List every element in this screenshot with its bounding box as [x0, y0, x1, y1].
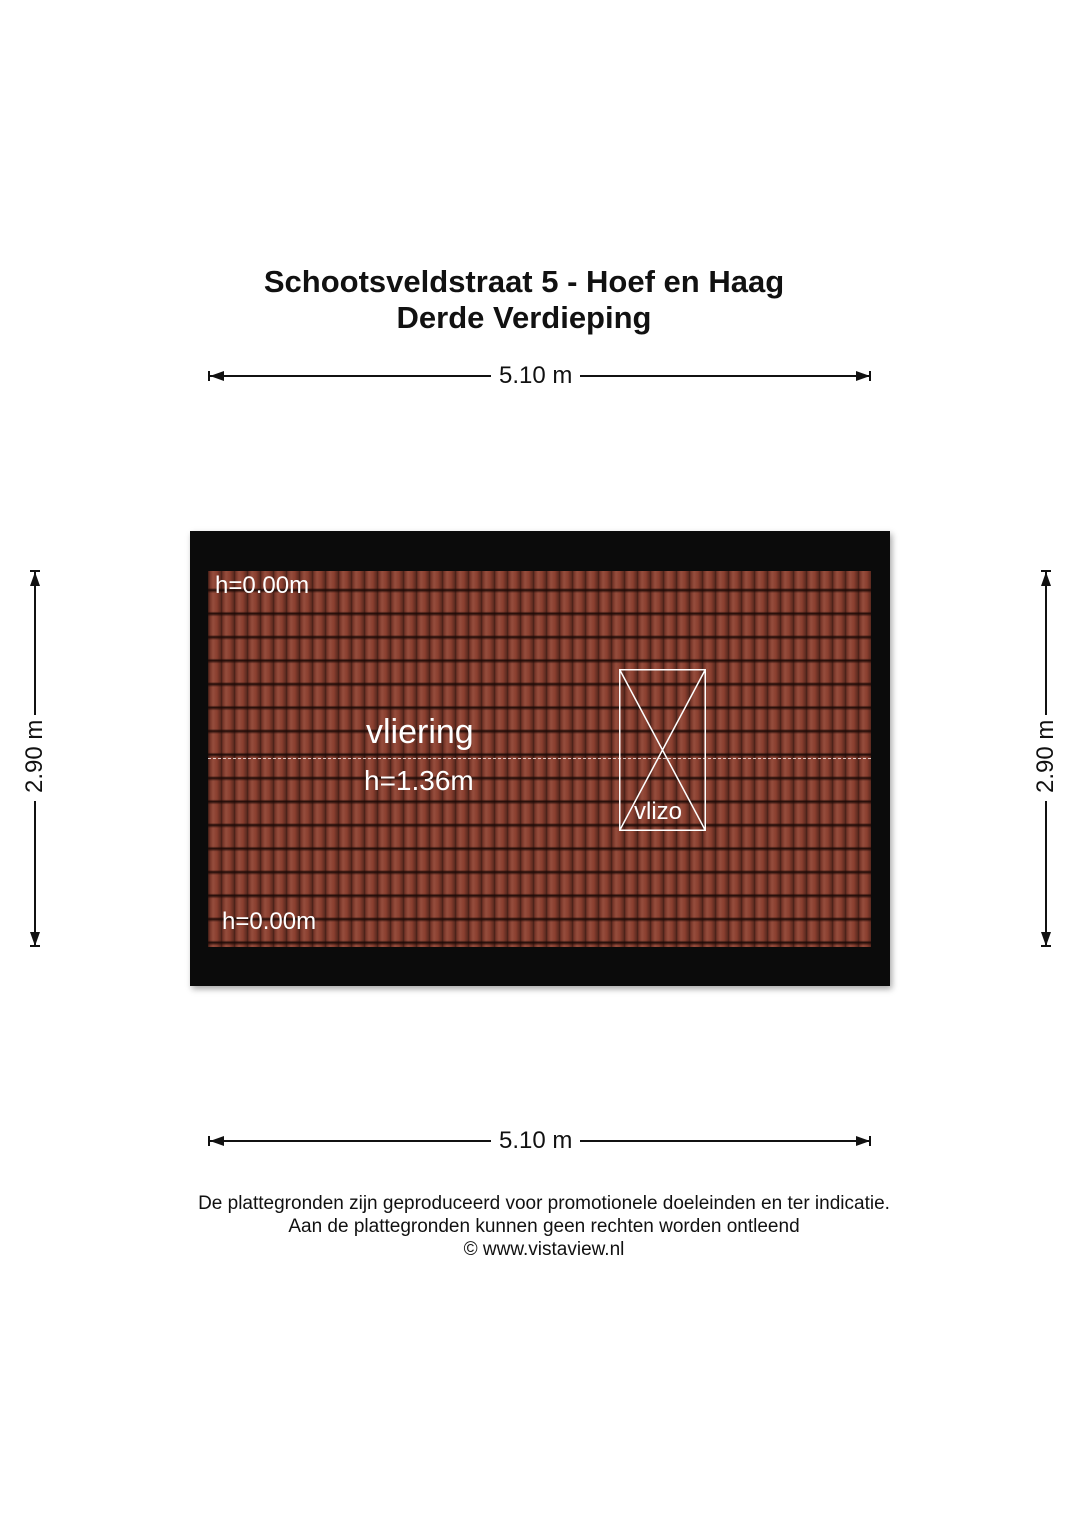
floor-subtitle: Derde Verdieping [396, 300, 652, 335]
room-height-label: h=1.36m [364, 765, 474, 796]
bottom-width-label: 5.10 m [491, 1127, 580, 1155]
plan-title: Schootsveldstraat 5 - Hoef en Haag [263, 264, 785, 299]
top-edge-height-label: h=0.00m [215, 572, 310, 599]
copyright-line: © www.vistaview.nl [463, 1239, 625, 1260]
room-name-label: vliering [366, 713, 474, 751]
left-height-label: 2.90 m [21, 715, 49, 801]
disclaimer-line-1: De plattegronden zijn geproduceerd voor promotionele doeleinden en ter indicatie. [198, 1193, 890, 1214]
right-height-label: 2.90 m [1032, 715, 1060, 801]
ridge-line [208, 758, 871, 759]
bottom-edge-height-label: h=0.00m [222, 908, 317, 935]
roof-tile-area [208, 571, 871, 947]
disclaimer-line-2: Aan de plattegronden kunnen geen rechten worden ontleend [288, 1216, 800, 1237]
top-width-label: 5.10 m [491, 362, 580, 390]
hatch-label: vlizo [634, 798, 683, 825]
